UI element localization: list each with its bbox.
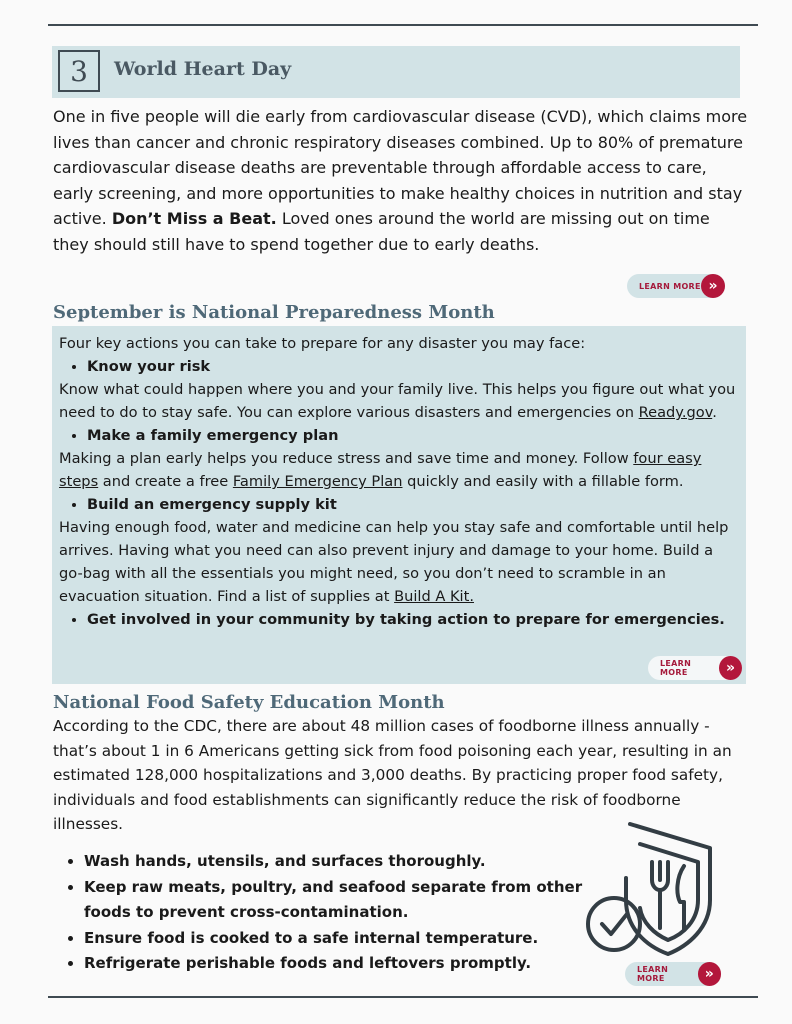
food-safety-list <box>56 849 624 977</box>
supply-kit-text: Having enough food, water and medicine can help you stay safe and comfortable until help arrives. Having what you need can also prevent injury and damage to your home. Build a go-bag with all the essentials you might need, so you don’t need to scramble in an evacuation situation. Find a list of supplies at Build A Kit. <box>59 519 729 605</box>
action-get-involved: • Get involved in your community by taking action to prepare for emergencies. <box>87 608 739 631</box>
family-emergency-plan-link[interactable]: Family Emergency Plan <box>232 473 403 490</box>
double-chevron-right-icon: » <box>719 656 742 680</box>
dont-miss-a-beat: Don’t Miss a Beat. <box>111 209 277 228</box>
family-plan-text: Making a plan early helps you reduce stress and save time and money. Follow four easy steps and create a free Family Emergency Plan quickly and easily with a fillable form. <box>59 450 702 490</box>
list-item: • Keep raw meats, poultry, and seafood separate from other foods to prevent cross-contamination. <box>84 875 624 926</box>
food-safety-learn-more-button[interactable] <box>625 962 721 986</box>
food-safety-title: National Food Safety Education Month <box>53 692 445 713</box>
know-your-risk-text: Know what could happen where you and your family live. This helps you figure out what you need to do to stay safe. You can explore various disasters and emergencies on Ready.gov. <box>59 381 736 421</box>
top-divider <box>48 24 758 26</box>
world-heart-day-body: One in five people will die early from cardiovascular disease (CVD), which claims more lives than cancer and chronic respiratory diseases combined. Up to 80% of premature cardiovascular disease deaths are preventable through affordable access to care, early screening, and more opportunities to make healthy choices in nutrition and stay active. Don’t Miss a Beat. Loved ones around the world are missing out on time they should still have to spend together due to early deaths. <box>53 107 748 254</box>
list-item: • Refrigerate perishable foods and leftovers promptly. <box>84 951 624 977</box>
double-chevron-right-icon: » <box>701 274 725 298</box>
world-heart-day-header <box>52 46 740 98</box>
preparedness-intro: Four key actions you can take to prepare for any disaster you may face: <box>59 335 586 352</box>
action-supply-kit: • Build an emergency supply kit <box>87 493 739 516</box>
world-heart-day-learn-more-button[interactable] <box>627 274 725 298</box>
build-a-kit-link[interactable]: Build A Kit. <box>394 588 474 605</box>
four-easy-steps-link[interactable]: four easy steps <box>59 450 702 490</box>
food-safety-shield-icon <box>584 818 718 960</box>
section-number-badge: 3 <box>58 50 100 92</box>
bottom-divider <box>48 996 758 998</box>
preparedness-title: September is National Preparedness Month <box>53 302 495 323</box>
list-item: • Wash hands, utensils, and surfaces thoroughly. <box>84 849 624 875</box>
food-safety-body: According to the CDC, there are about 48 million cases of foodborne illness annually - that’s about 1 in 6 Americans getting sick from food poisoning each year, resulting in an estimated 128,000 hospitalizations and 3,000 deaths. By practicing proper food safety, individuals and food establishments can significantly reduce the risk of foodborne illnesses. <box>53 717 732 833</box>
action-family-plan: • Make a family emergency plan <box>87 424 739 447</box>
double-chevron-right-icon: » <box>698 962 722 986</box>
action-know-your-risk: • Know your risk <box>87 355 739 378</box>
learn-more-label: LEARN MORE <box>639 281 701 291</box>
list-item: • Ensure food is cooked to a safe internal temperature. <box>84 926 624 952</box>
preparedness-content <box>59 332 739 631</box>
preparedness-learn-more-button[interactable] <box>648 656 742 680</box>
world-heart-day-title: World Heart Day <box>114 58 292 80</box>
ready-gov-link[interactable]: Ready.gov <box>638 404 713 421</box>
learn-more-label: LEARN MORE <box>637 965 669 983</box>
learn-more-label: LEARN MORE <box>660 659 692 677</box>
